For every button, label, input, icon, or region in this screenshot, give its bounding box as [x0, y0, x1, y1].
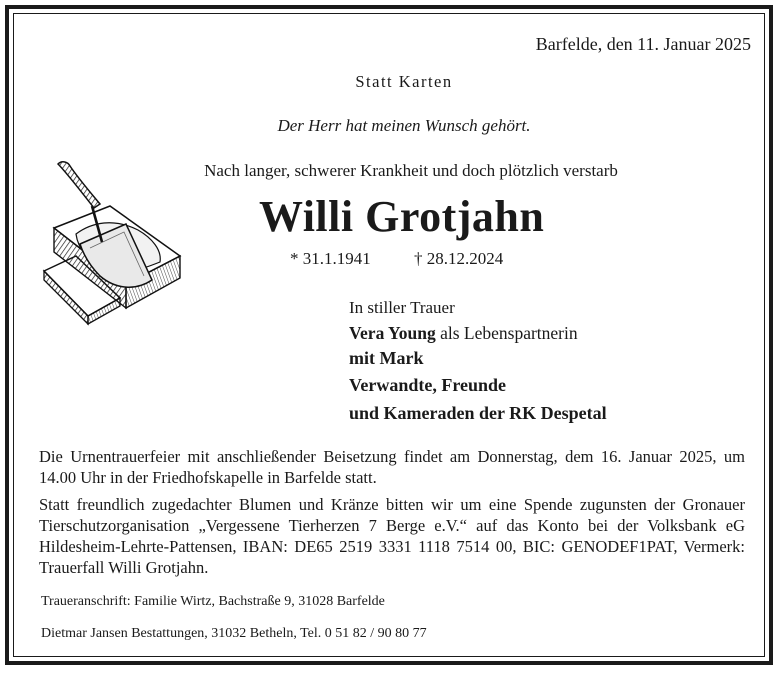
death-date: † 28.12.2024 [414, 249, 504, 268]
birth-date: * 31.1.1941 [290, 249, 371, 268]
mourners-heading: In stiller Trauer [349, 298, 455, 317]
bible-verse: Der Herr hat meinen Wunsch gehört. [277, 116, 531, 135]
announcement-line: Nach langer, schwerer Krankheit und doch plötzlich verstarb [204, 161, 618, 180]
mourner-line: Verwandte, Freunde [349, 375, 506, 395]
trowel-and-bricks-icon [40, 158, 188, 328]
partner-line [349, 323, 578, 344]
donation-info: Statt freundlich zugedachter Blumen und Kränze bitten wir um eine Spende zugunsten der Gronauer Tierschutzorganisation „Vergessene Tierherzen 7 Berge e.V.“ auf das Konto bei der Volksbank eG Hildesheim-Lehrte-Pattensen, IBAN: DE65 2519 3331 1118 7514 00, BIC: GENODEF1PAT, Vermerk: Trauerfall Willi Grotjahn. [39, 495, 745, 577]
mourner-line: und Kameraden der RK Despetal [349, 403, 607, 423]
undertaker-info: Dietmar Jansen Bestattungen, 31032 Betheln, Tel. 0 51 82 / 90 80 77 [41, 626, 427, 641]
partner-name: Vera Young [349, 323, 436, 343]
statt-karten: Statt Karten [355, 72, 453, 91]
deceased-name: Willi Grotjahn [259, 192, 545, 241]
date-line: Barfelde, den 11. Januar 2025 [535, 34, 751, 54]
funeral-info: Die Urnentrauerfeier mit anschließender Beisetzung findet am Donnerstag, dem 16. Januar 2025, um 14.00 Uhr in der Friedhofskapelle in Barfelde statt. [39, 447, 745, 487]
mourning-address: Traueranschrift: Familie Wirtz, Bachstraße 9, 31028 Barfelde [41, 594, 385, 609]
partner-role: als Lebenspartnerin [435, 323, 578, 343]
mourner-line: mit Mark [349, 348, 424, 368]
